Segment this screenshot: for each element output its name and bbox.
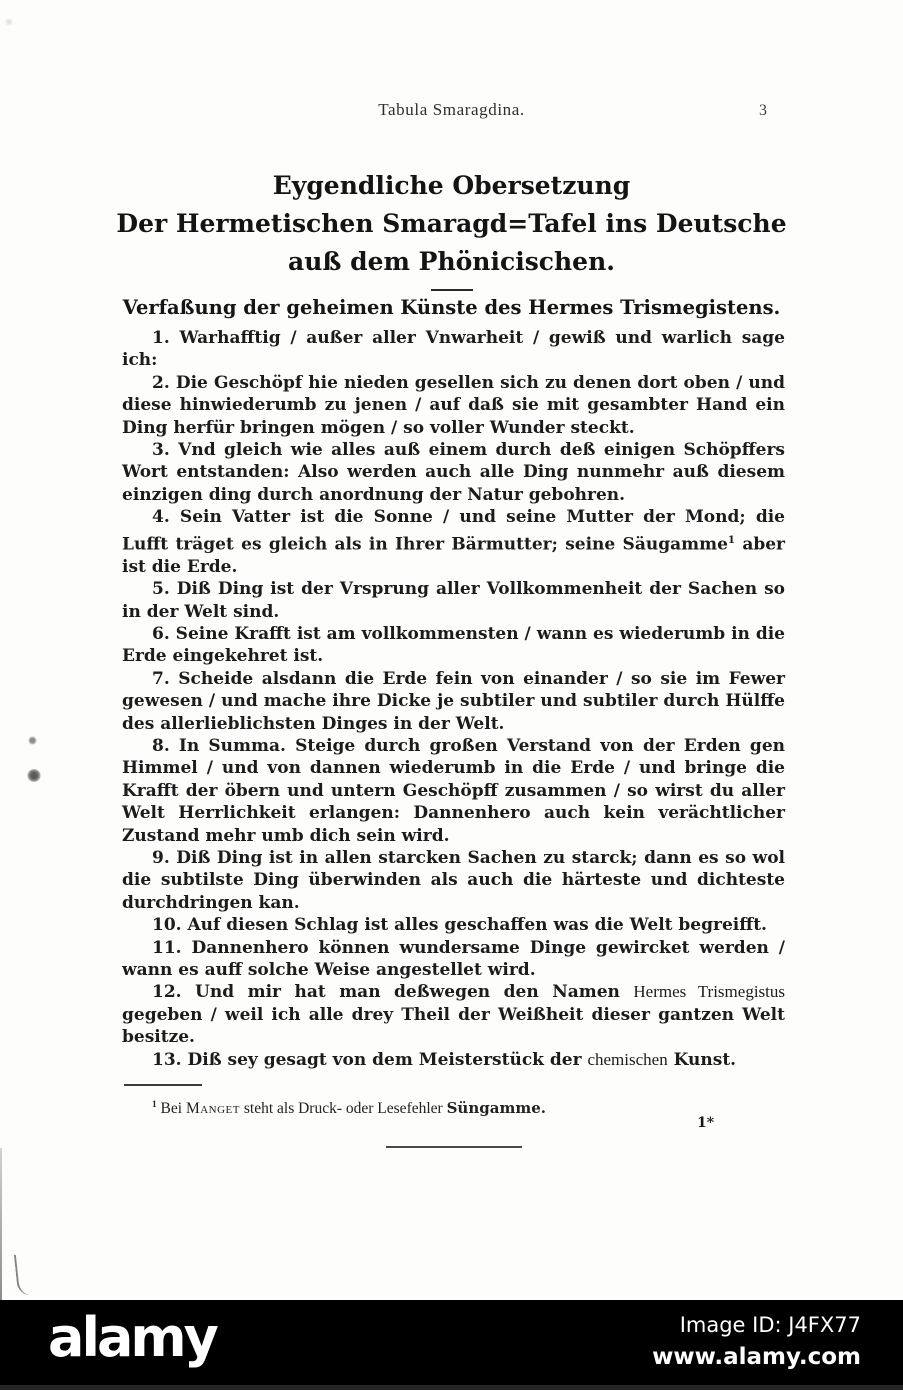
- text-segment: 4. Sein Vatter ist die Sonne / und seine Mutter der Mond; die Lufft träget es gleich als in Ihrer Bärmutter; seine Säugamme: [122, 507, 785, 555]
- running-header: Tabula Smaragdina.: [378, 100, 525, 119]
- text-segment: 3. Vnd gleich wie alles auß einem durch deß einigen Schöpffers Wort entstanden: Also werden auch alle Ding nunmehr auß diesem einzigen ding durch anordnung der Natur gebohren.: [122, 440, 785, 505]
- alamy-url: www.alamy.com: [652, 1344, 861, 1370]
- footnote-separator-rule: [124, 1084, 202, 1086]
- text-segment: 2. Die Geschöpf hie nieden gesellen sich zu denen dort oben / und diese hinwiederumb zu jenen / auf daß sie mit gesambter Hand ein Ding herfür bringen mögen / so voller Wunder steckt.: [122, 372, 785, 438]
- scan-corner-mark: [14, 1253, 32, 1296]
- paragraph: [122, 506, 785, 578]
- title-line-2: Der Hermetischen Smaragd=Tafel ins Deutsche: [116, 209, 787, 238]
- alamy-logo: alamy: [48, 1306, 216, 1369]
- paragraph: [122, 327, 785, 372]
- text-segment: 9. Diß Ding ist in allen starcken Sachen zu starck; dann es so wol die subtilste Ding überwinden als auch die härteste und dichteste durchdringen kan.: [122, 848, 785, 913]
- paragraph: [122, 735, 785, 847]
- text-segment: gegeben / weil ich alle drey Theil der Weißheit dieser gantzen Welt besitze.: [122, 1004, 785, 1048]
- body-text: [122, 327, 785, 1071]
- text-segment: Manget: [185, 1100, 240, 1118]
- text-segment: steht als Druck- oder Lesefehler: [240, 1100, 447, 1118]
- text-segment: 6. Seine Krafft ist am vollkommensten / wann es wiederumb in die Erde eingekehret ist.: [122, 623, 785, 667]
- text-segment: aber ist die Erde.: [122, 534, 785, 577]
- text-segment: 1: [727, 533, 735, 546]
- text-segment: 12. Und mir hat man deßwegen den Namen: [152, 982, 634, 1003]
- scan-smudge: [4, 18, 14, 26]
- paragraph: [122, 372, 785, 439]
- paragraph: [122, 623, 785, 668]
- page-edge-shadow: [0, 1148, 2, 1300]
- paragraph: [122, 439, 785, 506]
- title-divider-rule: [431, 289, 473, 291]
- text-segment: 1. Warhafftig / außer aller Vnwarheit / gewiß und warlich sage ich:: [122, 328, 785, 371]
- title-line-3: auß dem Phönicischen.: [288, 247, 615, 276]
- image-id-label: Image ID: J4FX77: [679, 1313, 861, 1337]
- text-segment: 13. Diß sey gesagt von dem Meisterstück der: [152, 1049, 588, 1070]
- watermark-info: [652, 1313, 861, 1370]
- title-line-1: Eygendliche Obersetzung: [272, 171, 631, 200]
- paragraph: [122, 847, 785, 914]
- paragraph: [122, 1049, 785, 1071]
- title-block: [0, 167, 903, 281]
- paragraph: [122, 914, 785, 936]
- signature-mark: 1*: [697, 1115, 715, 1131]
- paragraph: [122, 578, 785, 623]
- text-segment: 8. In Summa. Steige durch großen Verstand von der Erden gen Himmel / und von dannen wiederumb in die Erde / und bringe die Krafft der öbern und untern Geschöpff zusammen / so wirst du aller Welt Herrlichkeit erlangen: Dannenhero auch kein verächtlicher Zustand mehr umb dich sein wird.: [122, 735, 785, 846]
- scan-blemish-dot-small: [28, 736, 37, 745]
- text-segment: Bei: [156, 1100, 186, 1118]
- text-segment: Hermes Trismegistus: [633, 982, 785, 1002]
- page-number: 3: [759, 102, 767, 119]
- text-column: [122, 327, 785, 1148]
- text-segment: 11. Dannenhero können wundersame Dinge gewircket werden / wann es auff solche Weise angestellet wird.: [122, 937, 785, 981]
- end-divider-rule: [386, 1146, 522, 1148]
- text-segment: 1: [152, 1100, 157, 1111]
- text-segment: Süngamme.: [446, 1099, 546, 1118]
- scan-blemish-dot: [27, 769, 41, 782]
- text-segment: 7. Scheide alsdann die Erde fein von einander / so sie im Fewer gewesen / und mache ihre Dicke je subtiler und subtiler durch Hülffe des allerlieblichsten Dinges in der Welt.: [122, 668, 785, 734]
- paragraph: [122, 937, 785, 982]
- text-segment: chemischen: [587, 1049, 668, 1069]
- paragraph: [122, 668, 785, 735]
- paragraph: [122, 981, 785, 1048]
- text-segment: 10. Auf diesen Schlag ist alles geschaffen was die Welt begreifft.: [152, 915, 767, 936]
- text-segment: Kunst.: [667, 1049, 737, 1070]
- section-heading: Verfaßung der geheimen Künste des Hermes Trismegistens.: [122, 296, 781, 319]
- footnote: [122, 1095, 785, 1119]
- text-segment: 5. Diß Ding ist der Vrsprung aller Vollkommenheit der Sachen so in der Welt sind.: [122, 579, 785, 622]
- alamy-watermark-bar: [0, 1300, 903, 1390]
